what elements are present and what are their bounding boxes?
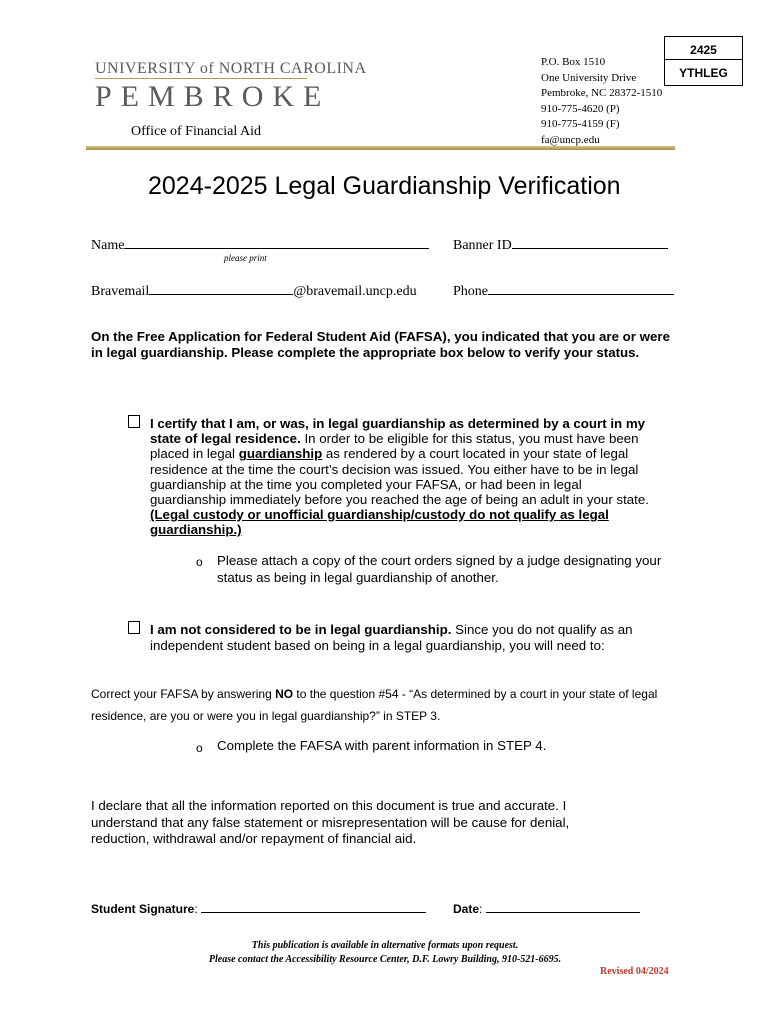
bullet-icon: o (196, 555, 203, 569)
declaration: I declare that all the information reported on this document is true and accurate. I understand that any false statement or misrepresentation will be cause for denial, reduction, withdrawal and/or repayment of financial aid. (91, 798, 570, 846)
signature-label: Student Signature (91, 902, 195, 916)
form-code-id: YTHLEG (679, 66, 728, 80)
name-field[interactable] (91, 236, 429, 254)
phone-line[interactable] (488, 282, 674, 295)
address-line: Pembroke, NC 28372-1510 (541, 87, 663, 99)
option2-paragraph (150, 622, 650, 653)
campus-name: PEMBROKE (95, 80, 331, 113)
guardianship-emphasis: guardianship (238, 446, 323, 462)
name-line[interactable] (124, 236, 429, 249)
correction-instruction (91, 683, 681, 727)
bullet-icon: o (196, 741, 203, 755)
revision-date: Revised 04/2024 (600, 966, 669, 977)
correction-no: NO (275, 687, 294, 701)
phone-field[interactable] (453, 282, 674, 300)
phone-line: 910-775-4620 (P) (541, 102, 620, 115)
form-code-year: 2425 (690, 43, 717, 57)
accessibility-contact: Please contact the Accessibility Resource Center, D.F. Lowry Building, 910-521-6695. (208, 954, 562, 965)
email-line: fa@uncp.edu (541, 133, 600, 146)
address-line: One University Drive (541, 71, 637, 84)
intro-paragraph: On the Free Application for Federal Student Aid (FAFSA), you indicated that you are or were in legal guardianship. Please complete the appropriate box below to verify your status. (91, 329, 670, 360)
option1-text-b: as rendered by a court located in your state of legal residence at the time the court’s decision was issued. You either have to be in legal guardianship at the time you completed your FAFSA, or had been in legal guardianship immediately before you reached the age of being an adult in your state. (150, 446, 649, 508)
address-block (541, 55, 676, 148)
page-title: 2024-2025 Legal Guardianship Verification (148, 172, 621, 200)
logo-divider (95, 78, 307, 79)
date-label: Date (453, 902, 480, 916)
signature-field[interactable]: Student Signature: (91, 900, 426, 916)
phone-label: Phone (453, 284, 488, 299)
option1-text-a: In order to be eligible for this status, you must have been placed in legal (150, 431, 639, 462)
fax-line: 910-775-4159 (F) (541, 118, 620, 130)
signature-line[interactable] (201, 900, 426, 913)
not-guardianship-checkbox[interactable] (128, 621, 140, 634)
option1-lead: I certify that I am, or was, in legal guardianship as determined by a court in my state of legal residence. (150, 416, 646, 447)
header-rule (86, 146, 675, 150)
banner-id-label: Banner ID (453, 238, 512, 253)
bravemail-line[interactable] (149, 282, 293, 295)
option1-bullet: Please attach a copy of the court orders signed by a judge designating your status as being in legal guardianship of another. (217, 553, 662, 585)
option2-bullet: Complete the FAFSA with parent information in STEP 4. (217, 738, 547, 753)
correction-text-a: Correct your FAFSA by answering (91, 687, 276, 701)
guardianship-checkbox[interactable] (128, 415, 140, 428)
print-note: please print (224, 253, 267, 263)
accessibility-note: This publication is available in alternative formats upon request. (251, 940, 519, 951)
option1-paragraph (150, 416, 650, 538)
custody-note: (Legal custody or unofficial guardianship/custody do not qualify as legal guardianship.) (150, 507, 609, 538)
option2-lead: I am not considered to be in legal guardianship. (150, 622, 452, 637)
bravemail-label: Bravemail (91, 284, 150, 299)
university-name: UNIVERSITY of NORTH CAROLINA (95, 60, 367, 77)
office-name: Office of Financial Aid (131, 124, 261, 139)
bravemail-domain: @bravemail.uncp.edu (293, 284, 417, 299)
correction-text-b: to the question #54 - “As determined by a court in your state of legal residence, are you or were you in legal guardianship?” in STEP 3. (91, 687, 658, 723)
banner-id-line[interactable] (512, 236, 668, 249)
code-divider (665, 59, 742, 60)
date-field[interactable]: Date: (453, 900, 640, 916)
banner-id-field[interactable] (453, 236, 668, 254)
address-line: P.O. Box 1510 (541, 56, 606, 68)
date-line[interactable] (486, 900, 640, 913)
name-label: Name (91, 238, 125, 253)
form-code-box (664, 36, 743, 86)
bravemail-field[interactable] (91, 282, 417, 300)
option2-text: Since you do not qualify as an independent student based on being in a legal guardianship, you will need to: (150, 622, 633, 653)
